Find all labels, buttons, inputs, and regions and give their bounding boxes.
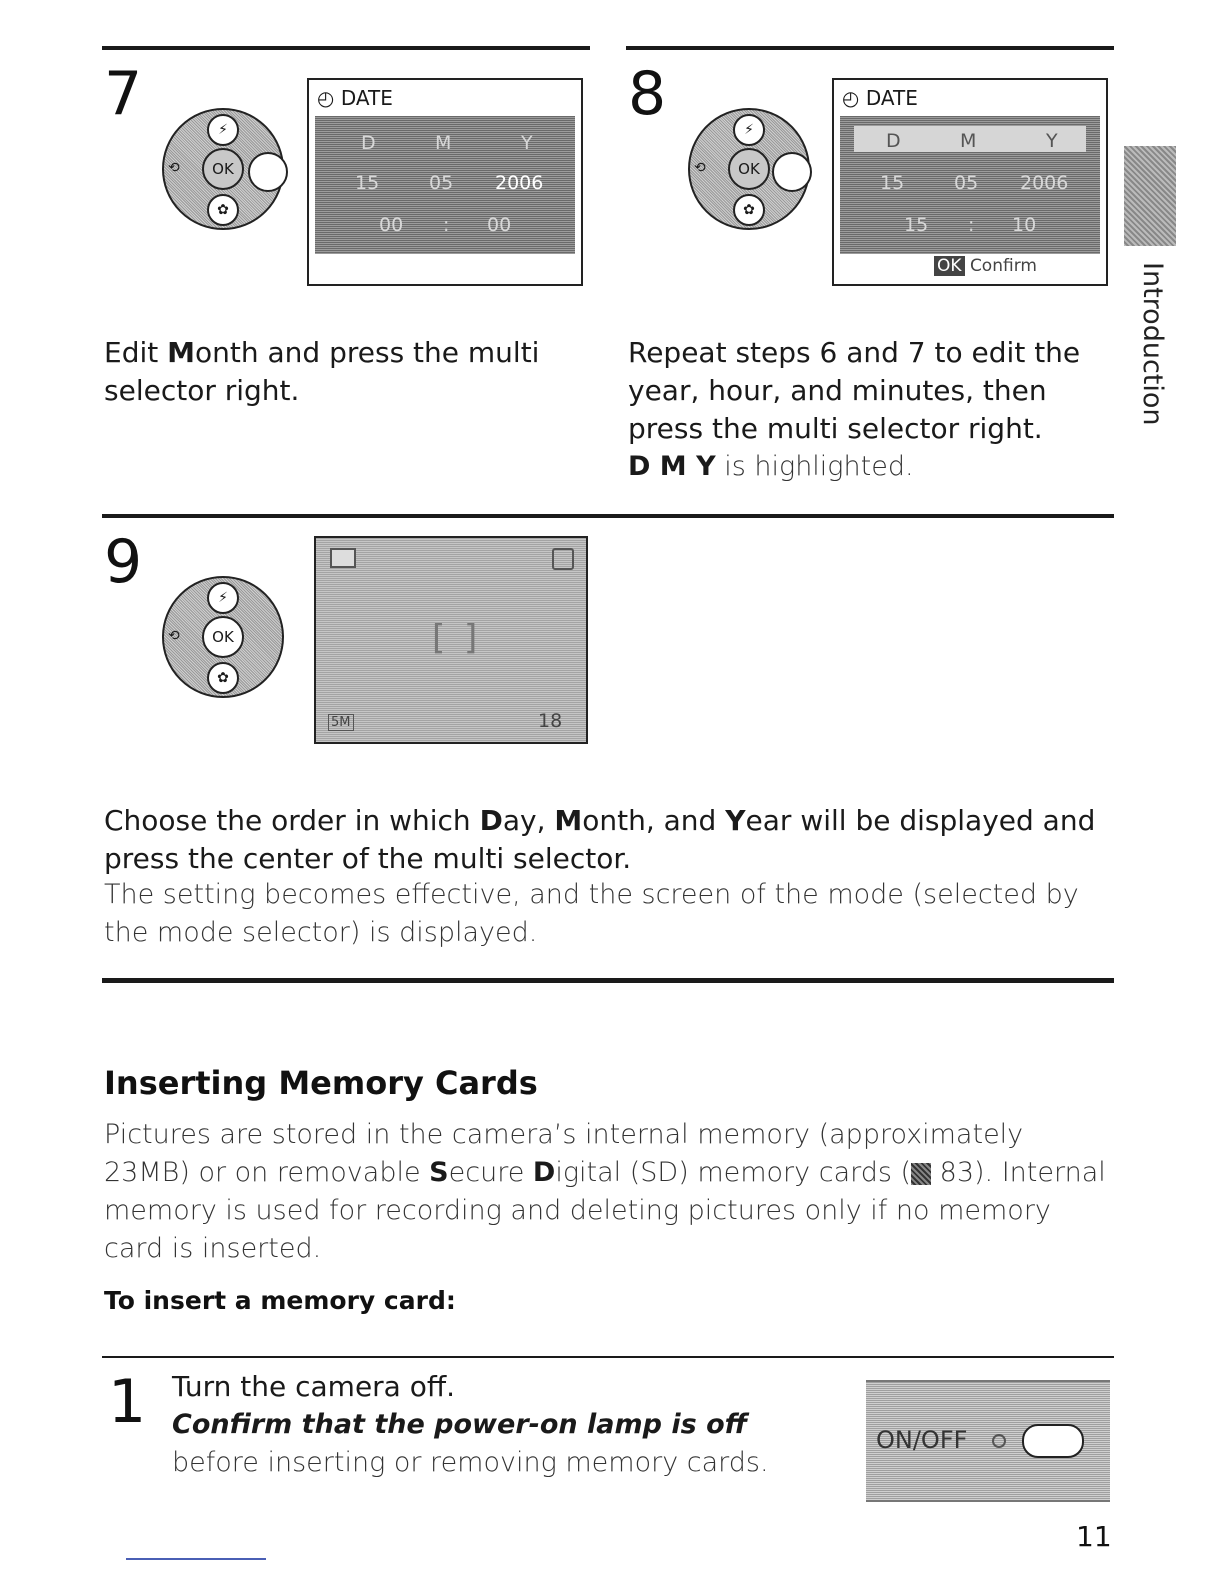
image-size-badge: 5M: [328, 714, 354, 731]
lcd-screen: [307, 78, 583, 286]
step-caption: Edit Month and press the multi selector right.: [104, 336, 540, 407]
day-value: 15: [355, 172, 380, 194]
self-timer-icon: ⟲: [168, 160, 180, 176]
flash-icon: ⚡: [733, 114, 765, 146]
ok-button: OK: [202, 148, 244, 190]
flash-icon: ⚡: [207, 114, 239, 146]
time-sep: :: [968, 214, 975, 236]
label-y: Y: [1046, 130, 1058, 152]
step-caption: Choose the order in which Day, Month, and Year will be displayed and press the center of the multi selector.: [104, 804, 1096, 875]
divider: [102, 46, 590, 50]
ok-badge: OK: [934, 256, 965, 276]
step-number: 9: [104, 527, 143, 597]
step-number: 1: [108, 1367, 147, 1437]
ok-button: OK: [202, 616, 244, 658]
selector-right-highlight: [772, 152, 812, 192]
power-switch-illustration: [866, 1380, 1110, 1502]
label-y: Y: [521, 132, 533, 154]
section-paragraph: Pictures are stored in the camera’s internal memory (approximately 23MB) or on removable Secure Digital (SD) memory cards ( 83). Internal memory is used for recording and deleting pictures only if no memory card is inserted.: [104, 1119, 1106, 1264]
step-note: D M Y is highlighted.: [628, 451, 914, 482]
camera-mode-icon: [330, 548, 356, 568]
label-m: M: [435, 132, 452, 154]
year-value: 2006: [495, 172, 544, 194]
macro-icon: ✿: [207, 662, 239, 694]
page-number: 11: [1076, 1520, 1112, 1553]
month-value: 05: [429, 172, 454, 194]
power-lamp: [992, 1434, 1006, 1448]
exposure-count: 18: [538, 710, 563, 732]
screen-title: DATE: [865, 86, 918, 110]
self-timer-icon: ⟲: [694, 160, 706, 176]
date-panel: [840, 116, 1100, 254]
ok-button: OK: [728, 148, 770, 190]
divider: [626, 46, 1114, 50]
hour-value: 00: [379, 214, 404, 236]
label-d: D: [361, 132, 376, 154]
hour-value: 15: [904, 214, 929, 236]
step-number: 8: [628, 59, 667, 129]
focus-bracket-right: ]: [464, 618, 478, 658]
onoff-label: ON/OFF: [876, 1426, 968, 1454]
divider: [102, 514, 1114, 518]
internal-memory-icon: [552, 548, 574, 570]
macro-icon: ✿: [207, 194, 239, 226]
multi-selector: [162, 576, 284, 698]
minute-value: 00: [487, 214, 512, 236]
shooting-screen: [314, 536, 588, 744]
divider: [102, 978, 1114, 983]
confirm-label: Confirm: [969, 256, 1037, 276]
step-number: 7: [104, 59, 143, 129]
label-m: M: [960, 130, 977, 152]
time-sep: :: [443, 214, 450, 236]
self-timer-icon: ⟲: [168, 628, 180, 644]
date-panel: [315, 116, 575, 254]
label-d: D: [886, 130, 901, 152]
section-heading: Inserting Memory Cards: [104, 1064, 538, 1102]
divider: [102, 1356, 1114, 1358]
step-caption: Repeat steps 6 and 7 to edit the year, hour, and minutes, then press the multi selector right.: [628, 336, 1081, 445]
page-ref-icon: [911, 1163, 931, 1185]
power-button: [1022, 1424, 1084, 1458]
month-value: 05: [954, 172, 979, 194]
flash-icon: ⚡: [207, 582, 239, 614]
chapter-label: Introduction: [1137, 262, 1168, 426]
clock-icon: ◴: [842, 86, 860, 110]
year-value: 2006: [1020, 172, 1069, 194]
minute-value: 10: [1012, 214, 1037, 236]
selector-right-highlight: [248, 152, 288, 192]
day-value: 15: [880, 172, 905, 194]
focus-bracket-left: [: [432, 618, 446, 658]
clock-icon: ◴: [317, 86, 335, 110]
macro-icon: ✿: [733, 194, 765, 226]
lcd-screen: [832, 78, 1108, 286]
step-instruction: Confirm that the power-on lamp is off before inserting or removing memory cards.: [172, 1409, 769, 1478]
step-note: The setting becomes effective, and the screen of the mode (selected by the mode selector) is displayed.: [104, 879, 1079, 948]
confirm-hint: [934, 256, 1037, 276]
footer-line: [126, 1558, 266, 1560]
subheading: To insert a memory card:: [104, 1286, 456, 1315]
step-line: Turn the camera off.: [172, 1370, 456, 1403]
chapter-tab: [1124, 146, 1176, 246]
screen-title: DATE: [340, 86, 393, 110]
